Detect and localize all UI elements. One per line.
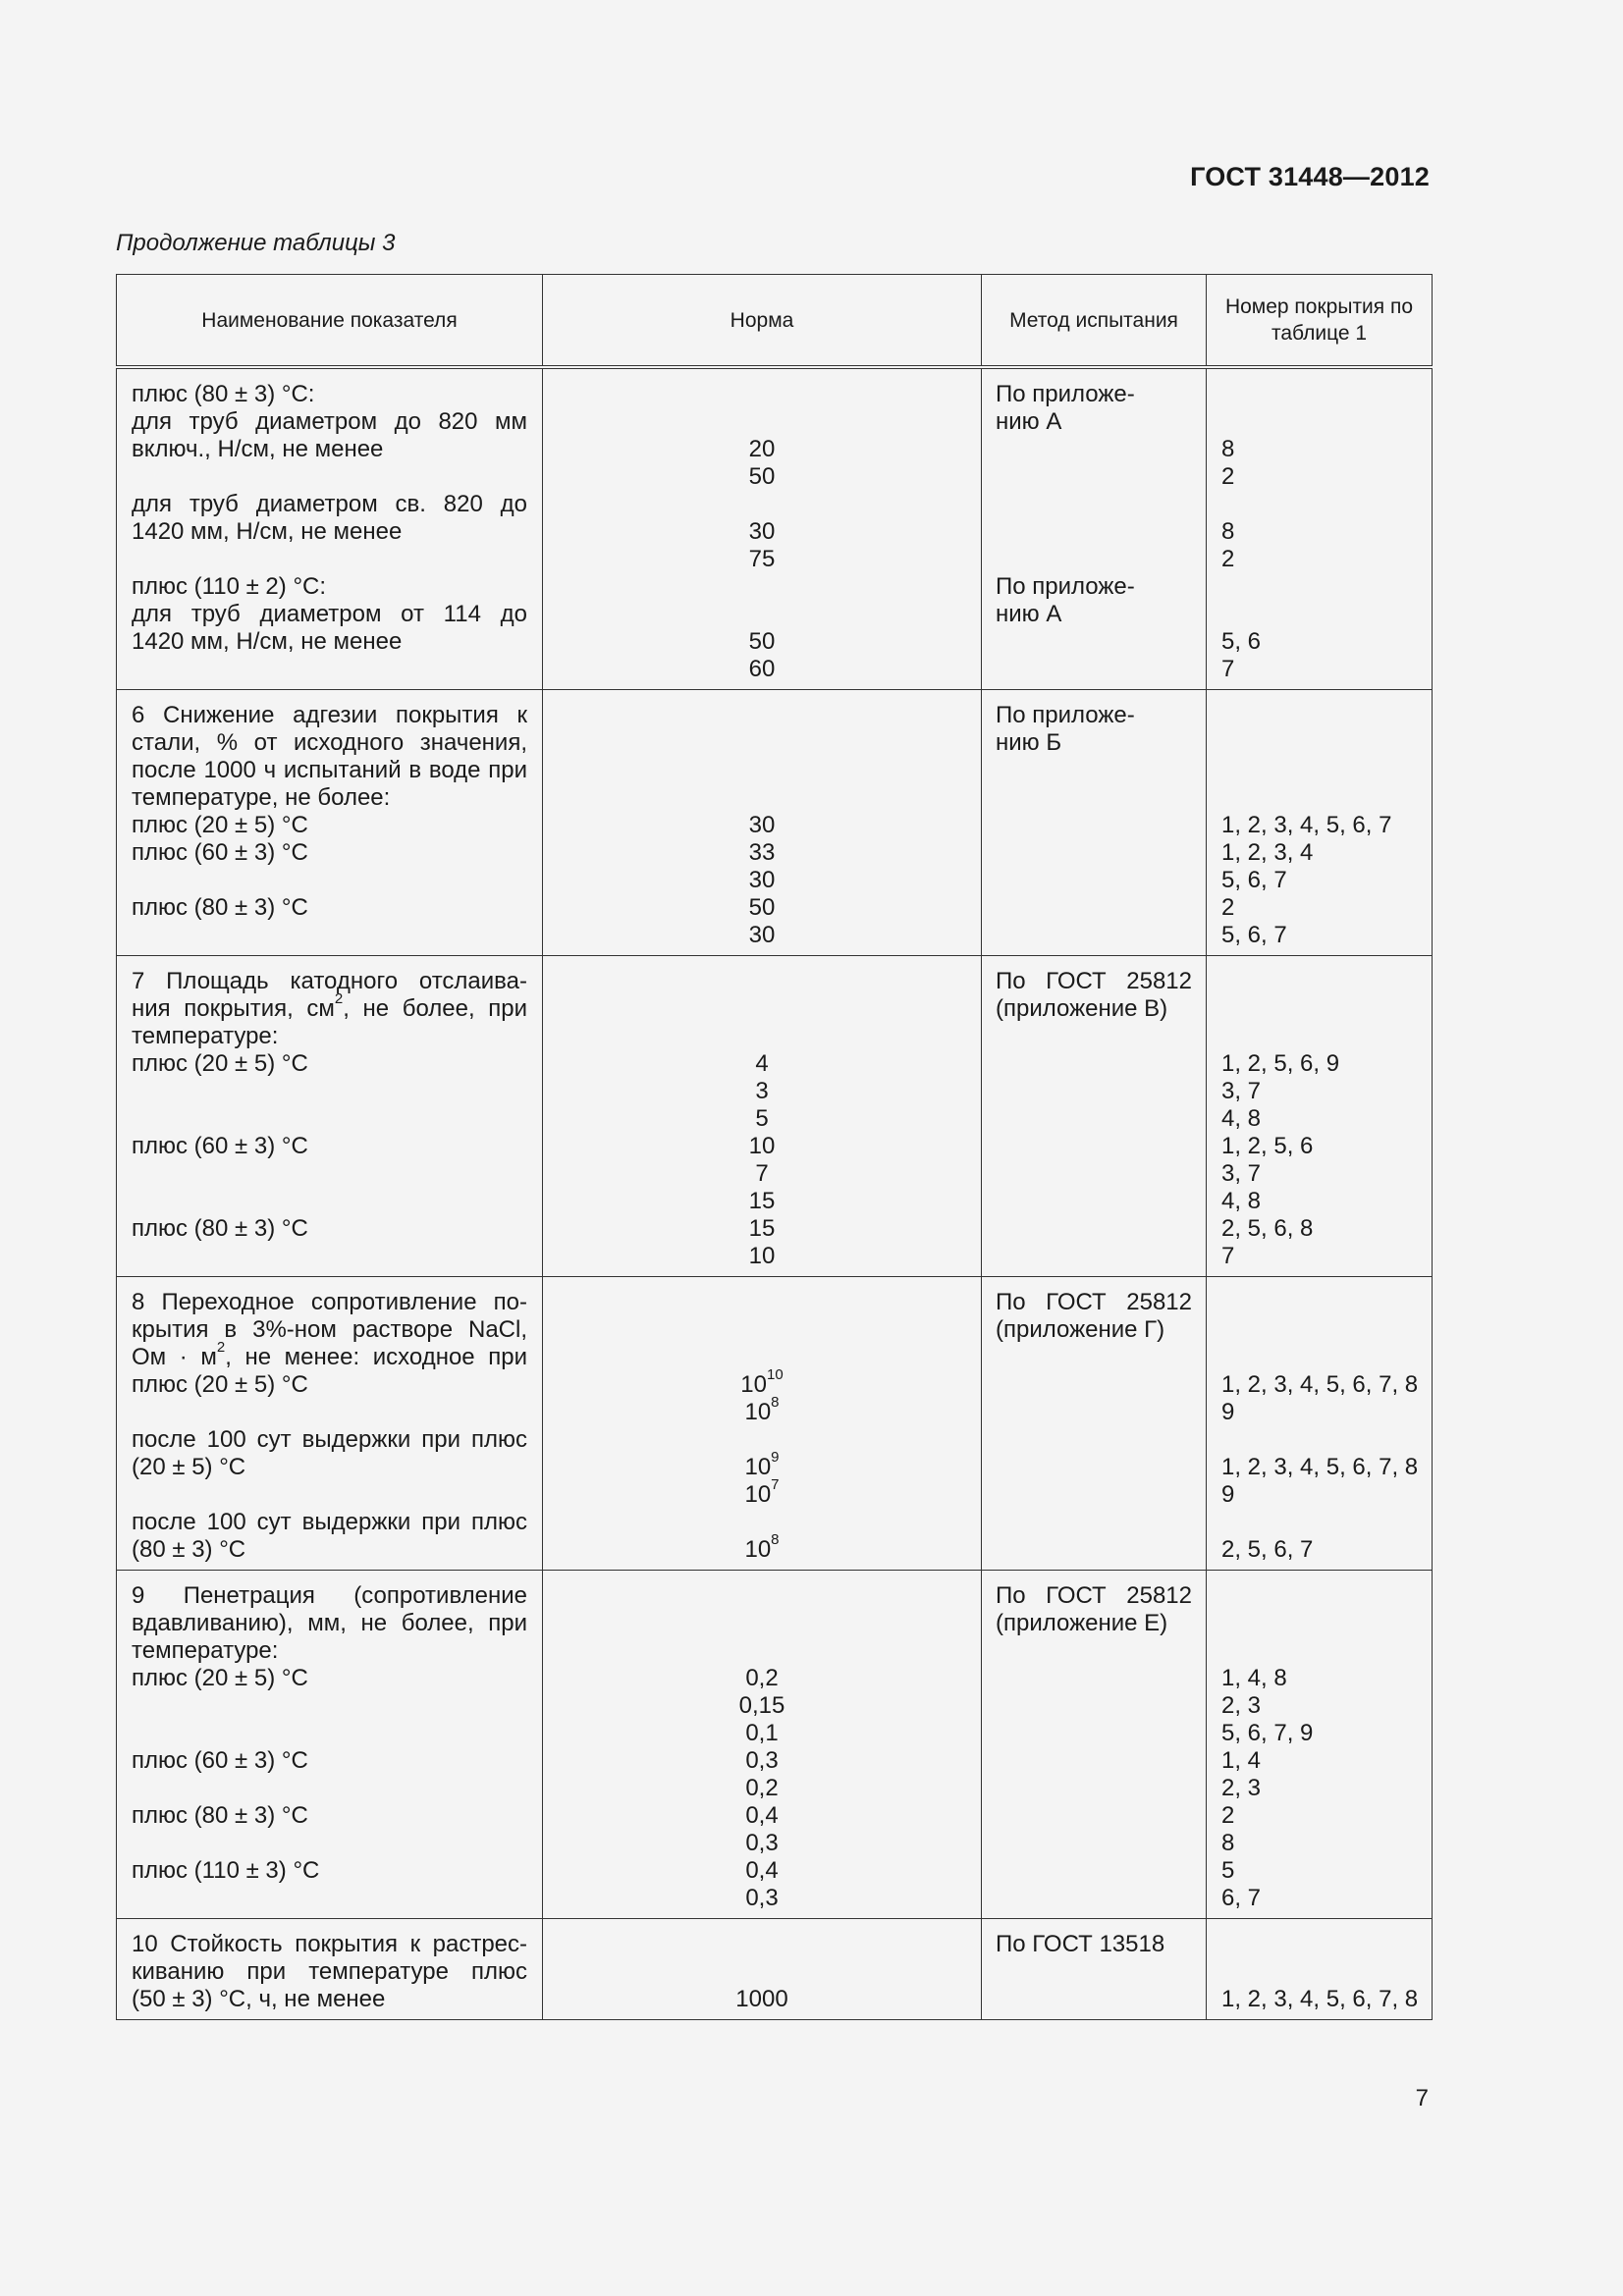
cell-line: 60 — [748, 656, 776, 682]
cell-line: 1420 мм, Н/см, не менее — [132, 518, 403, 545]
cell-line — [982, 867, 1206, 894]
cell-line — [117, 656, 542, 683]
cell-line — [982, 628, 1206, 656]
indicator-name-cell — [117, 956, 543, 1277]
cell-line: стали, % от исходного значения, — [132, 729, 527, 756]
cell-line: плюс (20 ± 5) °С — [132, 812, 308, 838]
cell-line: 0,3 — [745, 1830, 779, 1856]
indicator-name-cell — [117, 367, 543, 690]
cell-line: плюс (20 ± 5) °С — [132, 1371, 308, 1398]
cell-line — [543, 1289, 981, 1316]
cell-line: (приложение Е) — [996, 1610, 1168, 1636]
cell-line — [117, 1105, 542, 1133]
table-caption: Продолжение таблицы 3 — [116, 230, 396, 256]
cell-line: 8 Переходное сопротивление по- — [132, 1289, 527, 1315]
cell-line — [982, 463, 1206, 491]
cell-line — [1207, 757, 1432, 784]
cell-line — [982, 1720, 1206, 1747]
cell-line: плюс (80 ± 3) °С — [132, 1215, 308, 1242]
cell-line: (приложение Г) — [996, 1316, 1165, 1343]
cell-line: 0,4 — [745, 1857, 779, 1884]
cell-line: 30 — [748, 518, 776, 545]
test-method-cell — [982, 367, 1207, 690]
cell-line: 10 Стойкость покрытия к растрес- — [132, 1931, 527, 1957]
cell-line — [982, 1188, 1206, 1215]
cell-line: 0,1 — [745, 1720, 779, 1746]
cell-line: 10 — [748, 1133, 776, 1159]
cell-line — [543, 491, 981, 518]
test-method-cell — [982, 1277, 1207, 1571]
norm-cell — [543, 1571, 982, 1919]
cell-line — [982, 1243, 1206, 1270]
cell-line — [982, 1692, 1206, 1720]
cell-line: Ом · $м^2$, не менее: исходное при — [132, 1339, 527, 1370]
cell-line — [543, 702, 981, 729]
cell-line — [1207, 1426, 1432, 1454]
cell-line: 2 — [1221, 894, 1235, 921]
coating-number-cell — [1207, 367, 1433, 690]
cell-line — [982, 839, 1206, 867]
cell-line — [1207, 702, 1432, 729]
cell-line: 3, 7 — [1221, 1160, 1262, 1187]
norm-cell — [543, 956, 982, 1277]
cell-line: 1, 2, 3, 4, 5, 6, 7, 8 — [1221, 1454, 1419, 1480]
test-method-cell — [982, 1571, 1207, 1919]
cell-line — [543, 1931, 981, 1958]
cell-line — [117, 1830, 542, 1857]
cell-line — [982, 812, 1206, 839]
cell-line — [117, 1720, 542, 1747]
norm-cell — [543, 1277, 982, 1571]
cell-line: 2 — [1221, 546, 1235, 572]
cell-line — [117, 463, 542, 491]
cell-line: 5 — [1221, 1857, 1235, 1884]
cell-line — [982, 1802, 1206, 1830]
cell-line — [982, 784, 1206, 812]
cell-line: По ГОСТ 25812 — [996, 1289, 1192, 1315]
cell-line — [1207, 784, 1432, 812]
cell-line: после 100 сут выдержки при плюс — [132, 1426, 527, 1453]
cell-line — [543, 1344, 981, 1371]
test-method-cell — [982, 1919, 1207, 2020]
cell-line — [1207, 995, 1432, 1023]
cell-line — [543, 601, 981, 628]
cell-line: 10 — [748, 1243, 776, 1269]
cell-line: 5 — [755, 1105, 769, 1132]
cell-line — [982, 1050, 1206, 1078]
cell-line — [117, 1243, 542, 1270]
cell-line: 7 — [1221, 656, 1235, 682]
cell-line: 7 — [755, 1160, 769, 1187]
cell-line: 0,3 — [745, 1747, 779, 1774]
cell-line: ния покрытия, $см^2$, не более, при — [132, 990, 527, 1022]
column-header-method: Метод испытания — [982, 275, 1207, 368]
cell-line: 4, 8 — [1221, 1188, 1262, 1214]
cell-line — [982, 1637, 1206, 1665]
table-row — [117, 1919, 1433, 2020]
cell-line — [543, 1509, 981, 1536]
cell-line: 2, 3 — [1221, 1692, 1262, 1719]
cell-line: 1, 2, 3, 4, 5, 6, 7 — [1221, 812, 1392, 838]
cell-line: 1, 2, 3, 4 — [1221, 839, 1314, 866]
norm-cell — [543, 1919, 982, 2020]
cell-line: 8 — [1221, 518, 1235, 545]
cell-line: для труб диаметром св. 820 до — [132, 491, 527, 517]
cell-line — [1207, 1637, 1432, 1665]
cell-line: $10^7$ — [744, 1476, 780, 1508]
cell-line: нию Б — [996, 729, 1062, 756]
table-row — [117, 1571, 1433, 1919]
cell-line: плюс (80 ± 3) °С: — [132, 381, 315, 407]
cell-line — [543, 1958, 981, 1986]
cell-line — [982, 491, 1206, 518]
coating-number-cell — [1207, 1277, 1433, 1571]
indicator-name-cell — [117, 1277, 543, 1571]
cell-line: 7 — [1221, 1243, 1235, 1269]
table-row — [117, 956, 1433, 1277]
cell-line: 5, 6, 7 — [1221, 922, 1287, 948]
cell-line — [1207, 601, 1432, 628]
cell-line — [1207, 381, 1432, 408]
cell-line — [543, 995, 981, 1023]
cell-line: 30 — [748, 812, 776, 838]
cell-line: (80 ± 3) °С — [132, 1536, 246, 1563]
cell-line: после 100 сут выдержки при плюс — [132, 1509, 527, 1535]
cell-line — [982, 518, 1206, 546]
cell-line — [982, 1426, 1206, 1454]
table-body — [117, 367, 1433, 2020]
test-method-cell — [982, 956, 1207, 1277]
cell-line — [1207, 729, 1432, 757]
cell-line: 15 — [748, 1215, 776, 1242]
cell-line — [982, 1160, 1206, 1188]
cell-line: плюс (20 ± 5) °С — [132, 1665, 308, 1691]
document-id: ГОСТ 31448—2012 — [1190, 162, 1430, 191]
cell-line: 0,2 — [745, 1665, 779, 1691]
cell-line — [543, 573, 981, 601]
cell-line — [982, 1454, 1206, 1481]
cell-line — [1207, 491, 1432, 518]
cell-line — [543, 1582, 981, 1610]
cell-line — [117, 1188, 542, 1215]
cell-line: 2 — [1221, 463, 1235, 490]
cell-line — [1207, 1289, 1432, 1316]
column-header-norm: Норма — [543, 275, 982, 368]
cell-line — [982, 1481, 1206, 1509]
cell-line: 4, 8 — [1221, 1105, 1262, 1132]
cell-line: температуре: — [132, 1637, 279, 1664]
cell-line: температуре, не более: — [132, 784, 391, 811]
cell-line — [982, 1665, 1206, 1692]
cell-line: По приложе- — [996, 702, 1135, 728]
coating-number-cell — [1207, 956, 1433, 1277]
cell-line — [117, 1399, 542, 1426]
cell-line: 15 — [748, 1188, 776, 1214]
cell-line — [982, 1775, 1206, 1802]
cell-line — [1207, 1582, 1432, 1610]
cell-line: 6, 7 — [1221, 1885, 1262, 1911]
cell-line: 2, 5, 6, 8 — [1221, 1215, 1314, 1242]
cell-line — [1207, 1344, 1432, 1371]
cell-line — [982, 546, 1206, 573]
cell-line — [117, 1885, 542, 1912]
cell-line — [543, 381, 981, 408]
cell-line — [982, 1399, 1206, 1426]
cell-line: крытия в 3%-ном растворе NaCl, — [132, 1316, 527, 1343]
cell-line: 30 — [748, 922, 776, 948]
cell-line: плюс (60 ± 3) °С — [132, 1747, 308, 1774]
cell-line: 2, 3 — [1221, 1775, 1262, 1801]
cell-line — [117, 922, 542, 949]
cell-line — [117, 1481, 542, 1509]
cell-line: 20 — [748, 436, 776, 462]
cell-line: плюс (60 ± 3) °С — [132, 1133, 308, 1159]
cell-line — [1207, 1958, 1432, 1986]
page-number: 7 — [1415, 2085, 1429, 2111]
cell-line — [1207, 1023, 1432, 1050]
cell-line — [117, 1078, 542, 1105]
cell-line: $10^8$ — [744, 1531, 780, 1563]
cell-line — [982, 1509, 1206, 1536]
cell-line: По ГОСТ 13518 — [996, 1931, 1165, 1957]
cell-line — [982, 1023, 1206, 1050]
norm-cell — [543, 690, 982, 956]
cell-line: 5, 6, 7, 9 — [1221, 1720, 1314, 1746]
cell-line: 0,3 — [745, 1885, 779, 1911]
cell-line: 4 — [755, 1050, 769, 1077]
cell-line — [1207, 1316, 1432, 1344]
cell-line: плюс (110 ± 3) °С — [132, 1857, 320, 1884]
cell-line: 1, 2, 3, 4, 5, 6, 7, 8 — [1221, 1986, 1419, 2012]
table-row — [117, 367, 1433, 690]
cell-line: По ГОСТ 25812 — [996, 968, 1192, 994]
cell-line — [1207, 573, 1432, 601]
cell-line — [543, 1637, 981, 1665]
cell-line: для труб диаметром от 114 до — [132, 601, 527, 627]
cell-line — [982, 1958, 1206, 1986]
cell-line: киванию при температуре плюс — [132, 1958, 527, 1985]
cell-line: 30 — [748, 867, 776, 893]
cell-line: плюс (60 ± 3) °С — [132, 839, 308, 866]
cell-line: 5, 6, 7 — [1221, 867, 1287, 893]
cell-line: 9 — [1221, 1399, 1235, 1425]
cell-line — [982, 1215, 1206, 1243]
cell-line: вдавливанию), мм, не более, при — [132, 1610, 527, 1636]
cell-line — [543, 1610, 981, 1637]
cell-line — [1207, 1509, 1432, 1536]
cell-line: 5, 6 — [1221, 628, 1262, 655]
cell-line: нию А — [996, 601, 1062, 627]
cell-line — [117, 1775, 542, 1802]
cell-line: 1, 2, 5, 6 — [1221, 1133, 1314, 1159]
cell-line: температуре: — [132, 1023, 279, 1049]
cell-line: 33 — [748, 839, 776, 866]
cell-line — [982, 922, 1206, 949]
specification-table — [116, 274, 1433, 2020]
cell-line: По ГОСТ 25812 — [996, 1582, 1192, 1609]
cell-line — [543, 757, 981, 784]
cell-line — [1207, 1931, 1432, 1958]
cell-line: 0,2 — [745, 1775, 779, 1801]
cell-line: для труб диаметром до 820 мм — [132, 408, 527, 435]
cell-line: 3 — [755, 1078, 769, 1104]
cell-line: 1420 мм, Н/см, не менее — [132, 628, 403, 655]
cell-line — [117, 1692, 542, 1720]
cell-line — [982, 894, 1206, 922]
cell-line — [543, 1426, 981, 1454]
cell-line: $10^9$ — [744, 1449, 780, 1480]
norm-cell — [543, 367, 982, 690]
cell-line — [982, 1830, 1206, 1857]
cell-line — [982, 1986, 1206, 2013]
cell-line: $10^8$ — [744, 1394, 780, 1425]
column-header-cover: Номер покрытия по таблице 1 — [1207, 275, 1433, 368]
cell-line: По приложе- — [996, 573, 1135, 600]
cell-line — [543, 408, 981, 436]
indicator-name-cell — [117, 690, 543, 956]
cell-line — [982, 436, 1206, 463]
cell-line — [117, 1160, 542, 1188]
cell-line — [982, 1133, 1206, 1160]
cell-line — [1207, 408, 1432, 436]
coating-number-cell — [1207, 690, 1433, 956]
cell-line: 9 Пенетрация (сопротивление — [132, 1582, 527, 1609]
cell-line — [1207, 968, 1432, 995]
cell-line: $10^{10}$ — [740, 1366, 784, 1398]
cell-line: 6 Снижение адгезии покрытия к — [132, 702, 527, 728]
cell-line: включ., Н/см, не менее — [132, 436, 384, 462]
cell-line: (20 ± 5) °С — [132, 1454, 246, 1480]
cell-line: 1, 2, 5, 6, 9 — [1221, 1050, 1340, 1077]
cell-line: плюс (110 ± 2) °С: — [132, 573, 327, 600]
cell-line: нию А — [996, 408, 1062, 435]
cell-line: 2, 5, 6, 7 — [1221, 1536, 1314, 1563]
cell-line: 50 — [748, 463, 776, 490]
cell-line: 50 — [748, 894, 776, 921]
test-method-cell — [982, 690, 1207, 956]
cell-line: 8 — [1221, 436, 1235, 462]
cell-line — [982, 1536, 1206, 1564]
cell-line: 9 — [1221, 1481, 1235, 1508]
cell-line — [543, 1023, 981, 1050]
cell-line — [543, 1316, 981, 1344]
cell-line: 0,15 — [738, 1692, 785, 1719]
coating-number-cell — [1207, 1571, 1433, 1919]
table-header-row — [117, 275, 1433, 368]
cell-line: 1000 — [735, 1986, 788, 2012]
cell-line: По приложе- — [996, 381, 1135, 407]
table-row — [117, 1277, 1433, 1571]
cell-line: 1, 4 — [1221, 1747, 1262, 1774]
column-header-name: Наименование показателя — [117, 275, 543, 368]
cell-line — [982, 1078, 1206, 1105]
coating-number-cell — [1207, 1919, 1433, 2020]
cell-line: 8 — [1221, 1830, 1235, 1856]
cell-line — [543, 784, 981, 812]
cell-line — [117, 867, 542, 894]
cell-line: 1, 4, 8 — [1221, 1665, 1287, 1691]
cell-line — [982, 1885, 1206, 1912]
cell-line: 50 — [748, 628, 776, 655]
cell-line — [982, 1747, 1206, 1775]
cell-line — [543, 729, 981, 757]
cell-line: плюс (20 ± 5) °С — [132, 1050, 308, 1077]
cell-line — [543, 968, 981, 995]
cell-line: 75 — [748, 546, 776, 572]
cell-line — [982, 757, 1206, 784]
cell-line: 2 — [1221, 1802, 1235, 1829]
table-row — [117, 690, 1433, 956]
cell-line: 0,4 — [745, 1802, 779, 1829]
cell-line — [982, 1344, 1206, 1371]
cell-line — [982, 1857, 1206, 1885]
cell-line: 7 Площадь катодного отслаива- — [132, 968, 527, 994]
cell-line — [982, 656, 1206, 683]
cell-line: 1, 2, 3, 4, 5, 6, 7, 8 — [1221, 1371, 1419, 1398]
cell-line: (50 ± 3) °С, ч, не менее — [132, 1986, 386, 2012]
cell-line: (приложение В) — [996, 995, 1168, 1022]
cell-line: после 1000 ч испытаний в воде при — [132, 757, 527, 783]
cell-line: плюс (80 ± 3) °С — [132, 1802, 308, 1829]
cell-line — [982, 1371, 1206, 1399]
cell-line — [982, 1105, 1206, 1133]
cell-line: плюс (80 ± 3) °С — [132, 894, 308, 921]
cell-line: 3, 7 — [1221, 1078, 1262, 1104]
cell-line — [117, 546, 542, 573]
indicator-name-cell — [117, 1919, 543, 2020]
cell-line — [1207, 1610, 1432, 1637]
indicator-name-cell — [117, 1571, 543, 1919]
